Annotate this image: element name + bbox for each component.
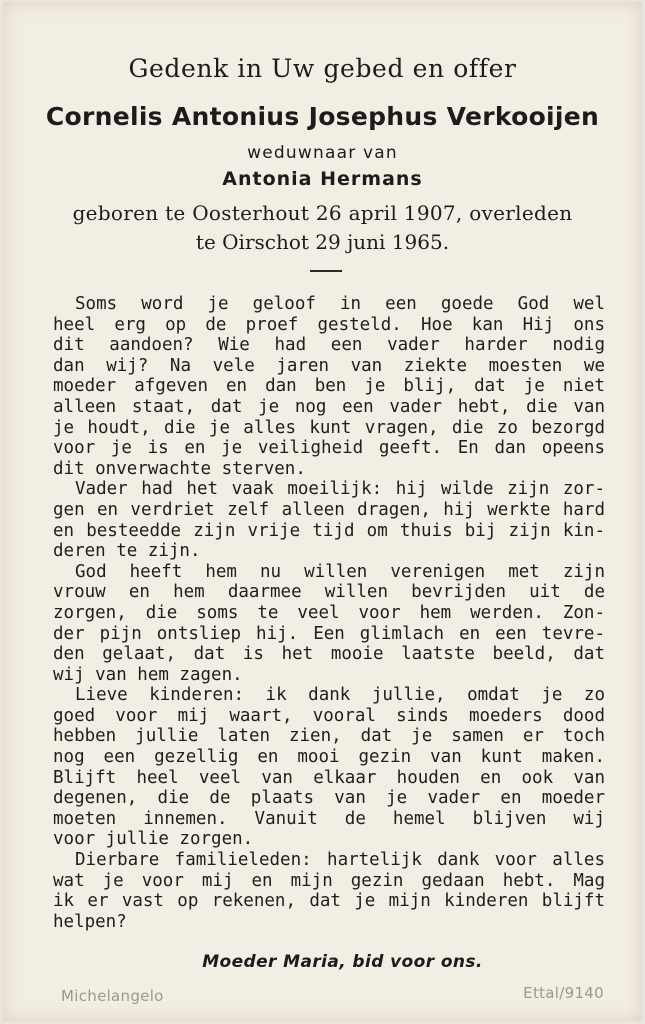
text-line: gen en verdriet zelf alleen dragen, hij werkte hard <box>53 499 605 520</box>
text-line: goed voor mij waart, vooral sinds moeders dood <box>53 705 605 726</box>
text-line: Vader had het vaak moeilijk: hij wilde zijn zor- <box>75 479 605 500</box>
text-line: wij van hem zagen. <box>53 664 243 685</box>
text-line: dan wij? Na vele jaren van ziekte moesten we <box>53 355 605 376</box>
text-line: vrouw en hem daarmee willen bevrijden uit de <box>53 582 605 603</box>
text-line: Blijft heel veel van elkaar houden en ook van <box>53 767 605 788</box>
text-line: Lieve kinderen: ik dank jullie, omdat je zo <box>75 685 605 706</box>
text-line: God heeft hem nu willen verenigen met zijn <box>75 561 605 582</box>
text-line: helpen? <box>53 911 127 932</box>
spouse-name: Antonia Hermans <box>222 168 423 190</box>
text-line: degenen, die de plaats van je vader en moeder <box>53 788 605 809</box>
memorial-card <box>3 2 642 1021</box>
text-line: zorgen, die soms te veel voor hem werden. Zon- <box>53 602 605 623</box>
text-line: alleen staat, dat je nog een vader hebt, die van <box>53 396 605 417</box>
memorial-text <box>53 294 605 932</box>
text-line: Dierbare familieleden: hartelijk dank voor alles <box>75 850 605 871</box>
text-line: ik er vast op rekenen, dat je mijn kinderen blijft <box>53 891 605 912</box>
header-divider <box>310 270 342 272</box>
text-line: dit aandoen? Wie had een vader harder nodig <box>53 335 605 356</box>
print-code: Ettal/9140 <box>523 984 604 1002</box>
text-line: je houdt, die je alles kunt vragen, die zo bezorgd <box>53 417 605 438</box>
text-line: wat je voor mij en mijn gezin gedaan hebt. Mag <box>53 870 605 891</box>
text-line: deren te zijn. <box>53 541 201 562</box>
death-line: te Oirschot 29 juni 1965. <box>195 230 450 254</box>
birth-line: geboren te Oosterhout 26 april 1907, overleden <box>72 201 573 225</box>
text-line: dit onverwachte sterven. <box>53 458 306 479</box>
text-line: den gelaat, dat is het mooie laatste beeld, dat <box>53 644 605 665</box>
text-line: en besteedde zijn vrije tijd om thuis bij zijn kin- <box>53 520 605 541</box>
text-line: heel erg op de proef gesteld. Hoe kan Hij ons <box>53 314 605 335</box>
deceased-name: Cornelis Antonius Josephus Verkooijen <box>45 102 600 131</box>
text-line: moeder afgeven en dan ben je blij, dat je niet <box>53 376 605 397</box>
text-line: nog een gezellig en mooi gezin van kunt maken. <box>53 747 605 768</box>
artist-credit: Michelangelo <box>61 987 164 1005</box>
text-line: hebben jullie laten zien, dat je samen er toch <box>53 726 605 747</box>
intro-line: Gedenk in Uw gebed en offer <box>128 54 517 83</box>
relation-line: weduwnaar van <box>247 143 398 163</box>
text-line: voor je is en je veiligheid geeft. En dan opeens <box>53 438 605 459</box>
text-line: Soms word je geloof in een goede God wel <box>75 294 605 314</box>
text-line: moeten innemen. Vanuit de hemel blijven wij <box>53 808 605 829</box>
closing-prayer: Moeder Maria, bid voor ons. <box>202 952 483 972</box>
text-line: voor jullie zorgen. <box>53 829 254 850</box>
text-line: der pijn ontsliep hij. Een glimlach en een tevre- <box>53 623 605 644</box>
